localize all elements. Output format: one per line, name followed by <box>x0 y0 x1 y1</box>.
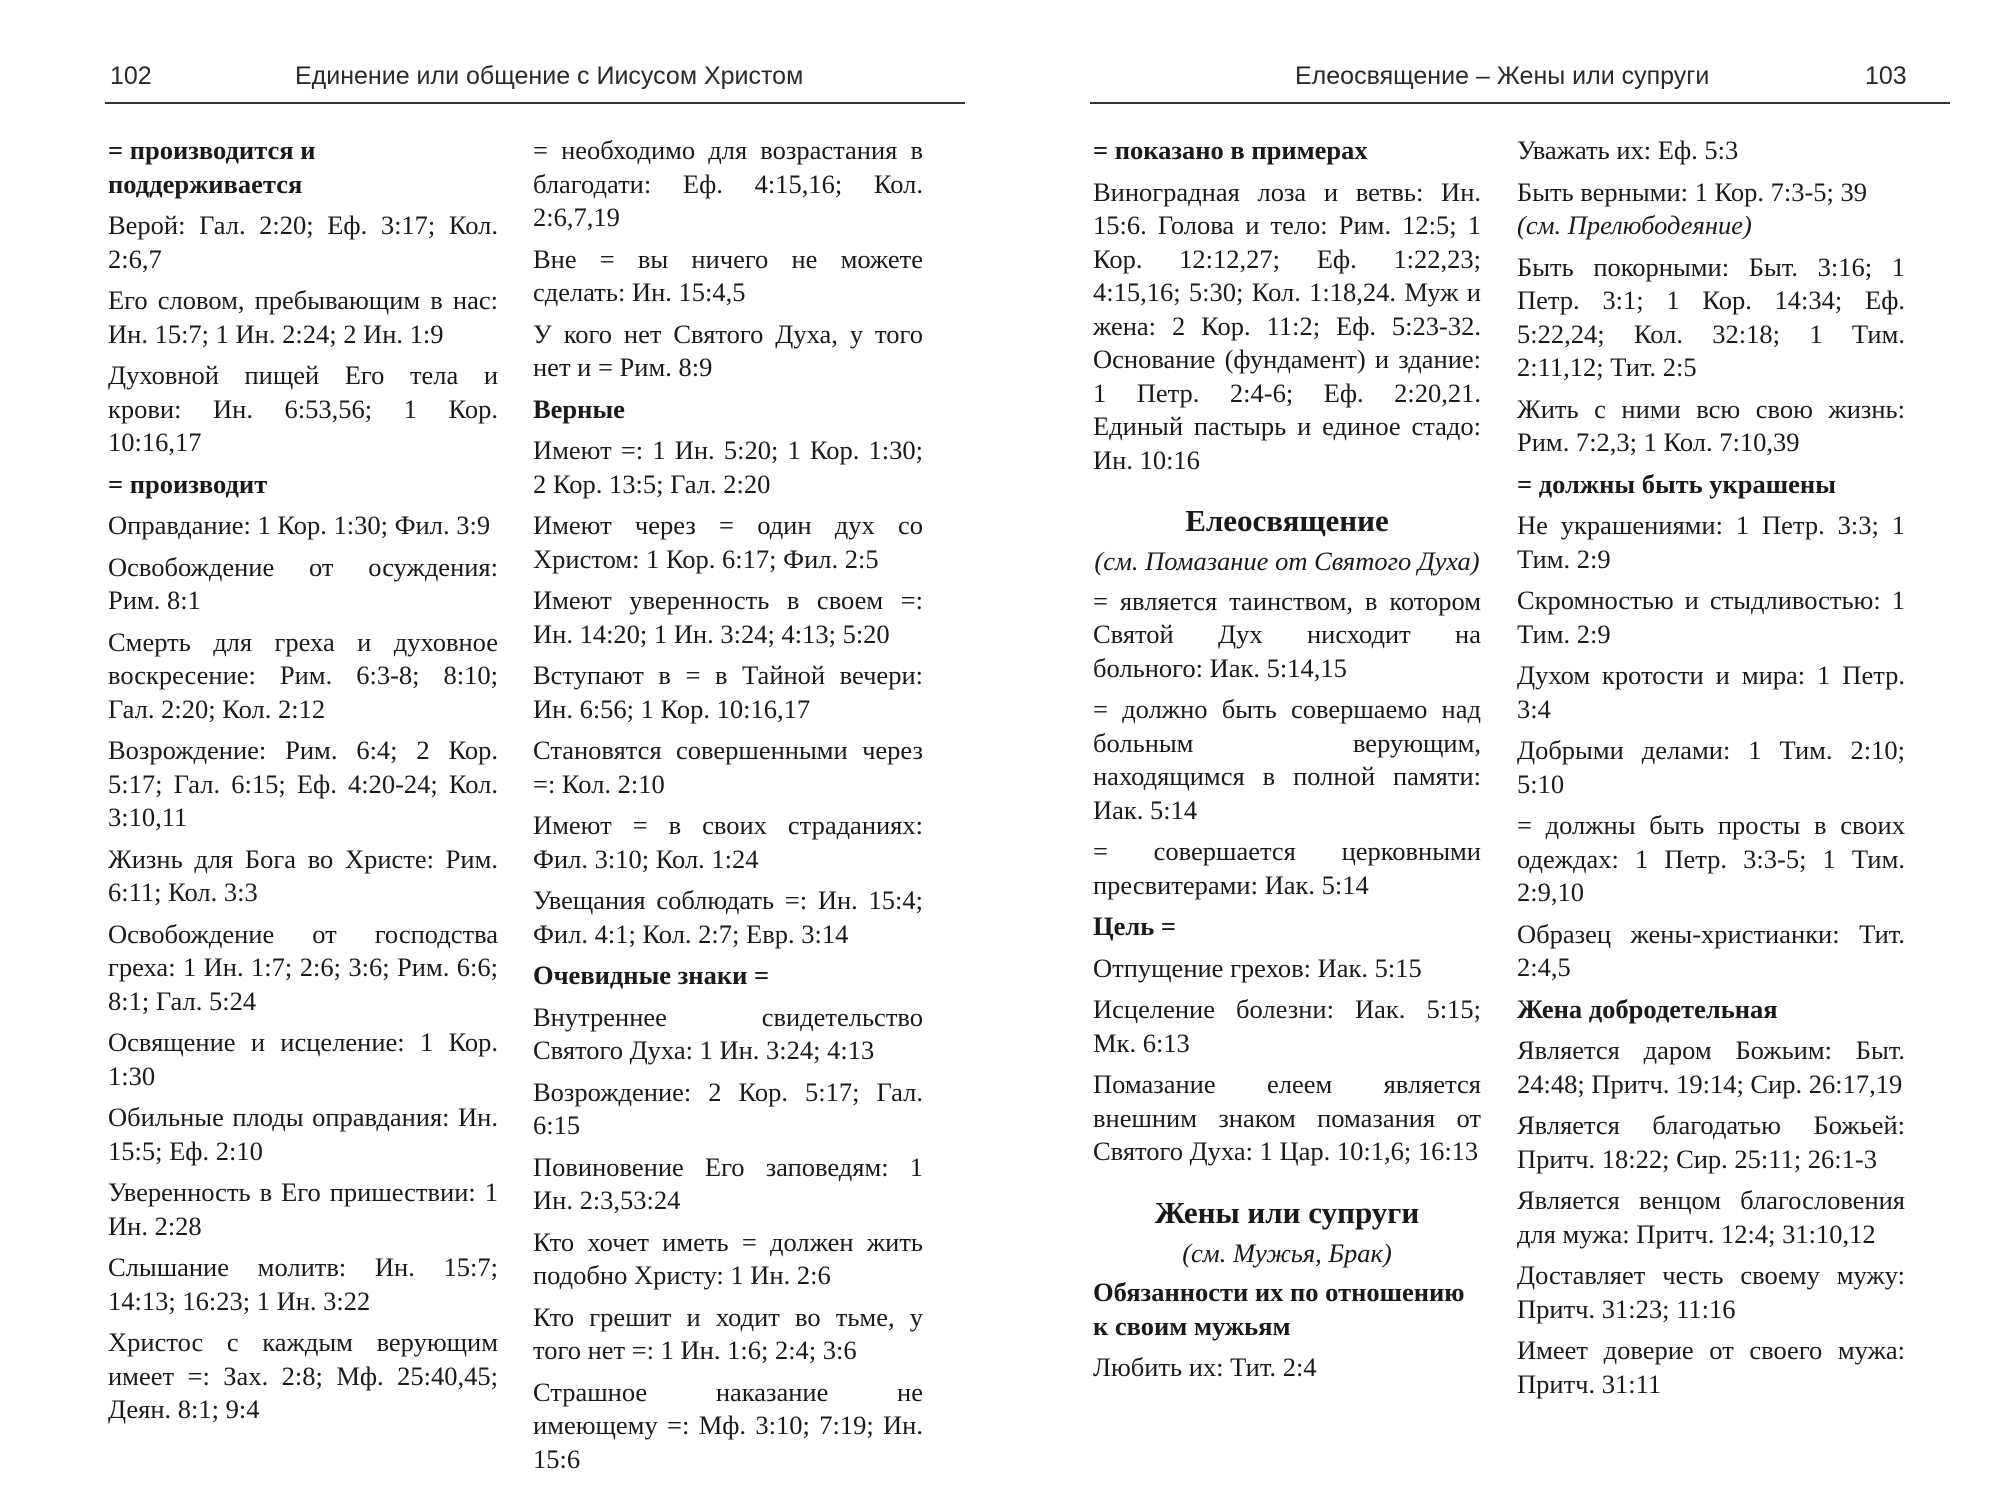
entry: Является благодатью Божьей: Притч. 18:22; Сир. 25:11; 26:1-3 <box>1517 1110 1905 1174</box>
entry: Слышание молитв: Ин. 15:7; 14:13; 16:23; 1 Ин. 3:22 <box>108 1252 498 1316</box>
entry: Его словом, пребывающим в нас: Ин. 15:7; 1 Ин. 2:24; 2 Ин. 1:9 <box>108 285 498 349</box>
subheading: Верные <box>533 393 625 424</box>
entry: Имеют = в своих страданиях: Фил. 3:10; Кол. 1:24 <box>533 810 923 874</box>
entry: Жизнь для Бога во Христе: Рим. 6:11; Кол. 3:3 <box>108 843 498 907</box>
entry: Духом кротости и мира: 1 Петр. 3:4 <box>1517 660 1905 724</box>
entry: Добрыми делами: 1 Тим. 2:10; 5:10 <box>1517 735 1905 799</box>
entry: Скромностью и стыдливостью: 1 Тим. 2:9 <box>1517 585 1905 649</box>
entry: Образец жены-христианки: Тит. 2:4,5 <box>1517 918 1905 982</box>
entry: Отпущение грехов: Иак. 5:15 <box>1093 952 1422 983</box>
entry: Повиновение Его заповедям: 1 Ин. 2:3,53:24 <box>533 1151 923 1215</box>
entry: У кого нет Святого Духа, у того нет и = Рим. 8:9 <box>533 318 923 382</box>
entry: Доставляет честь своему мужу: Притч. 31:23; 11:16 <box>1517 1260 1905 1324</box>
subheading: Очевидные знаки = <box>533 960 770 990</box>
entry: Освобождение от осуждения: Рим. 8:1 <box>108 551 498 615</box>
entry: Обильные плоды оправдания: Ин. 15:5; Еф. 2:10 <box>108 1102 498 1166</box>
entry <box>1517 176 1905 243</box>
topic-title: Елеосвящение <box>1185 503 1389 538</box>
entry: = необходимо для возрастания в благодати: Еф. 4:15,16; Кол. 2:6,7,19 <box>533 135 923 232</box>
subheading: = производится и поддерживается <box>108 135 316 199</box>
entry: Становятся совершенными через =: Кол. 2:10 <box>533 735 923 799</box>
entry: Освящение и исцеление: 1 Кор. 1:30 <box>108 1027 498 1091</box>
header-rule-left <box>105 102 965 104</box>
entry: Быть покорными: Быт. 3:16; 1 Петр. 3:1; 1 Кор. 14:34; Еф. 5:22,24; Кол. 32:18; 1 Тим. 2:11,12; Тит. 2:5 <box>1517 251 1905 382</box>
entry: Возрождение: 2 Кор. 5:17; Гал. 6:15 <box>533 1076 923 1140</box>
entry: Страшное наказание не имеющему =: Мф. 3:10; 7:19; Ин. 15:6 <box>533 1376 923 1474</box>
right-page <box>1045 0 2000 1495</box>
entry: Не украшениями: 1 Петр. 3:3; 1 Тим. 2:9 <box>1517 510 1905 574</box>
page-number-right: 103 <box>1865 62 1907 90</box>
entry: Уважать их: Еф. 5:3 <box>1517 135 1739 165</box>
right-page-column-2 <box>1517 134 1905 1409</box>
subheading: = показано в примерах <box>1093 135 1368 165</box>
entry: = должны быть просты в своих одеждах: 1 Петр. 3:3-5; 1 Тим. 2:9,10 <box>1517 810 1905 907</box>
entry: Уверенность в Его пришествии: 1 Ин. 2:28 <box>108 1177 498 1241</box>
entry: Вступают в = в Тайной вечери: Ин. 6:56; 1 Кор. 10:16,17 <box>533 660 923 724</box>
entry: Кто грешит и ходит во тьме, у того нет =: 1 Ин. 1:6; 2:4; 3:6 <box>533 1301 923 1365</box>
entry-text: Быть верными: 1 Кор. 7:3-5; 39 <box>1517 176 1868 207</box>
cross-reference: (см. Помазание от Святого Духа) <box>1094 546 1480 576</box>
header-rule-right <box>1090 102 1950 104</box>
entry: Виноградная лоза и ветвь: Ин. 15:6. Голова и тело: Рим. 12:5; 1 Кор. 12:12,27; Еф. 1:22,23; 4:15,16; 5:30; Кол. 1:18,24. Муж и жена: 2 Кор. 11:2; Еф. 5:23-32. Основание (фундамент) и здание: 1 Петр. 2:4-6; Еф. 2:20,21. Единый пастырь и единое стадо: Ин. 10:16 <box>1093 176 1481 475</box>
subheading: = производит <box>108 468 268 499</box>
entry: Жить с ними всю свою жизнь: Рим. 7:2,3; 1 Кол. 7:10,39 <box>1517 393 1905 457</box>
entry: Любить их: Тит. 2:4 <box>1093 1352 1317 1382</box>
entry: Верой: Гал. 2:20; Еф. 3:17; Кол. 2:6,7 <box>108 210 498 274</box>
subheading: Жена добродетельная <box>1517 993 1778 1024</box>
entry: Имеют через = один дух со Христом: 1 Кор. 6:17; Фил. 2:5 <box>533 510 923 574</box>
entry: Имеет доверие от своего мужа: Притч. 31:11 <box>1517 1335 1905 1399</box>
entry: = совершается церковными пресвитерами: Иак. 5:14 <box>1093 836 1481 900</box>
right-page-column-1 <box>1093 134 1481 1393</box>
entry: Имеют =: 1 Ин. 5:20; 1 Кор. 1:30; 2 Кор. 13:5; Гал. 2:20 <box>533 435 923 499</box>
running-head-left: Единение или общение с Иисусом Христом <box>295 62 804 90</box>
subheading: Обязанности их по отношению к своим мужьям <box>1093 1277 1465 1341</box>
entry: Помазание елеем является внешним знаком помазания от Святого Духа: 1 Цар. 10:1,6; 16:13 <box>1093 1069 1481 1166</box>
subheading: Цель = <box>1093 911 1176 941</box>
entry: Освобождение от господства греха: 1 Ин. 1:7; 2:6; 3:6; Рим. 6:6; 8:1; Гал. 5:24 <box>108 918 498 1016</box>
subheading: = должны быть украшены <box>1517 468 1836 499</box>
entry: Увещания соблюдать =: Ин. 15:4; Фил. 4:1; Кол. 2:7; Евр. 3:14 <box>533 885 923 949</box>
entry: Кто хочет иметь = должен жить подобно Христу: 1 Ин. 2:6 <box>533 1226 923 1290</box>
topic-title: Жены или супруги <box>1154 1194 1420 1230</box>
entry: Исцеление болезни: Иак. 5:15; Мк. 6:13 <box>1093 994 1481 1058</box>
cross-reference: (см. Мужья, Брак) <box>1182 1237 1392 1268</box>
left-page-column-1 <box>108 134 498 1435</box>
entry: Вне = вы ничего не можете сделать: Ин. 15:4,5 <box>533 243 923 307</box>
entry: Возрождение: Рим. 6:4; 2 Кор. 5:17; Гал. 6:15; Еф. 4:20-24; Кол. 3:10,11 <box>108 735 498 832</box>
entry: Имеют уверенность в своем =: Ин. 14:20; 1 Ин. 3:24; 4:13; 5:20 <box>533 585 923 649</box>
page-number-left: 102 <box>110 62 152 90</box>
entry: Оправдание: 1 Кор. 1:30; Фил. 3:9 <box>108 510 491 540</box>
entry: = является таинством, в котором Святой Дух нисходит на больного: Иак. 5:14,15 <box>1093 585 1481 683</box>
entry: Смерть для греха и духовное воскресение: Рим. 6:3-8; 8:10; Гал. 2:20; Кол. 2:12 <box>108 626 498 724</box>
cross-reference: (см. Прелюбодеяние) <box>1517 210 1752 240</box>
left-page-column-2 <box>533 134 923 1484</box>
entry: = должно быть совершаемо над больным верующим, находящимся в полной памяти: Иак. 5:14 <box>1093 694 1481 825</box>
running-head-right: Елеосвящение – Жены или супруги <box>1295 62 1710 90</box>
entry: Духовной пищей Его тела и крови: Ин. 6:53,56; 1 Кор. 10:16,17 <box>108 360 498 457</box>
entry: Внутреннее свидетельство Святого Духа: 1 Ин. 3:24; 4:13 <box>533 1001 923 1065</box>
entry: Является даром Божьим: Быт. 24:48; Притч. 19:14; Сир. 26:17,19 <box>1517 1035 1905 1099</box>
entry: Христос с каждым верующим имеет =: Зах. 2:8; Мф. 25:40,45; Деян. 8:1; 9:4 <box>108 1327 498 1424</box>
entry: Является венцом благословения для мужа: Притч. 12:4; 31:10,12 <box>1517 1185 1905 1249</box>
